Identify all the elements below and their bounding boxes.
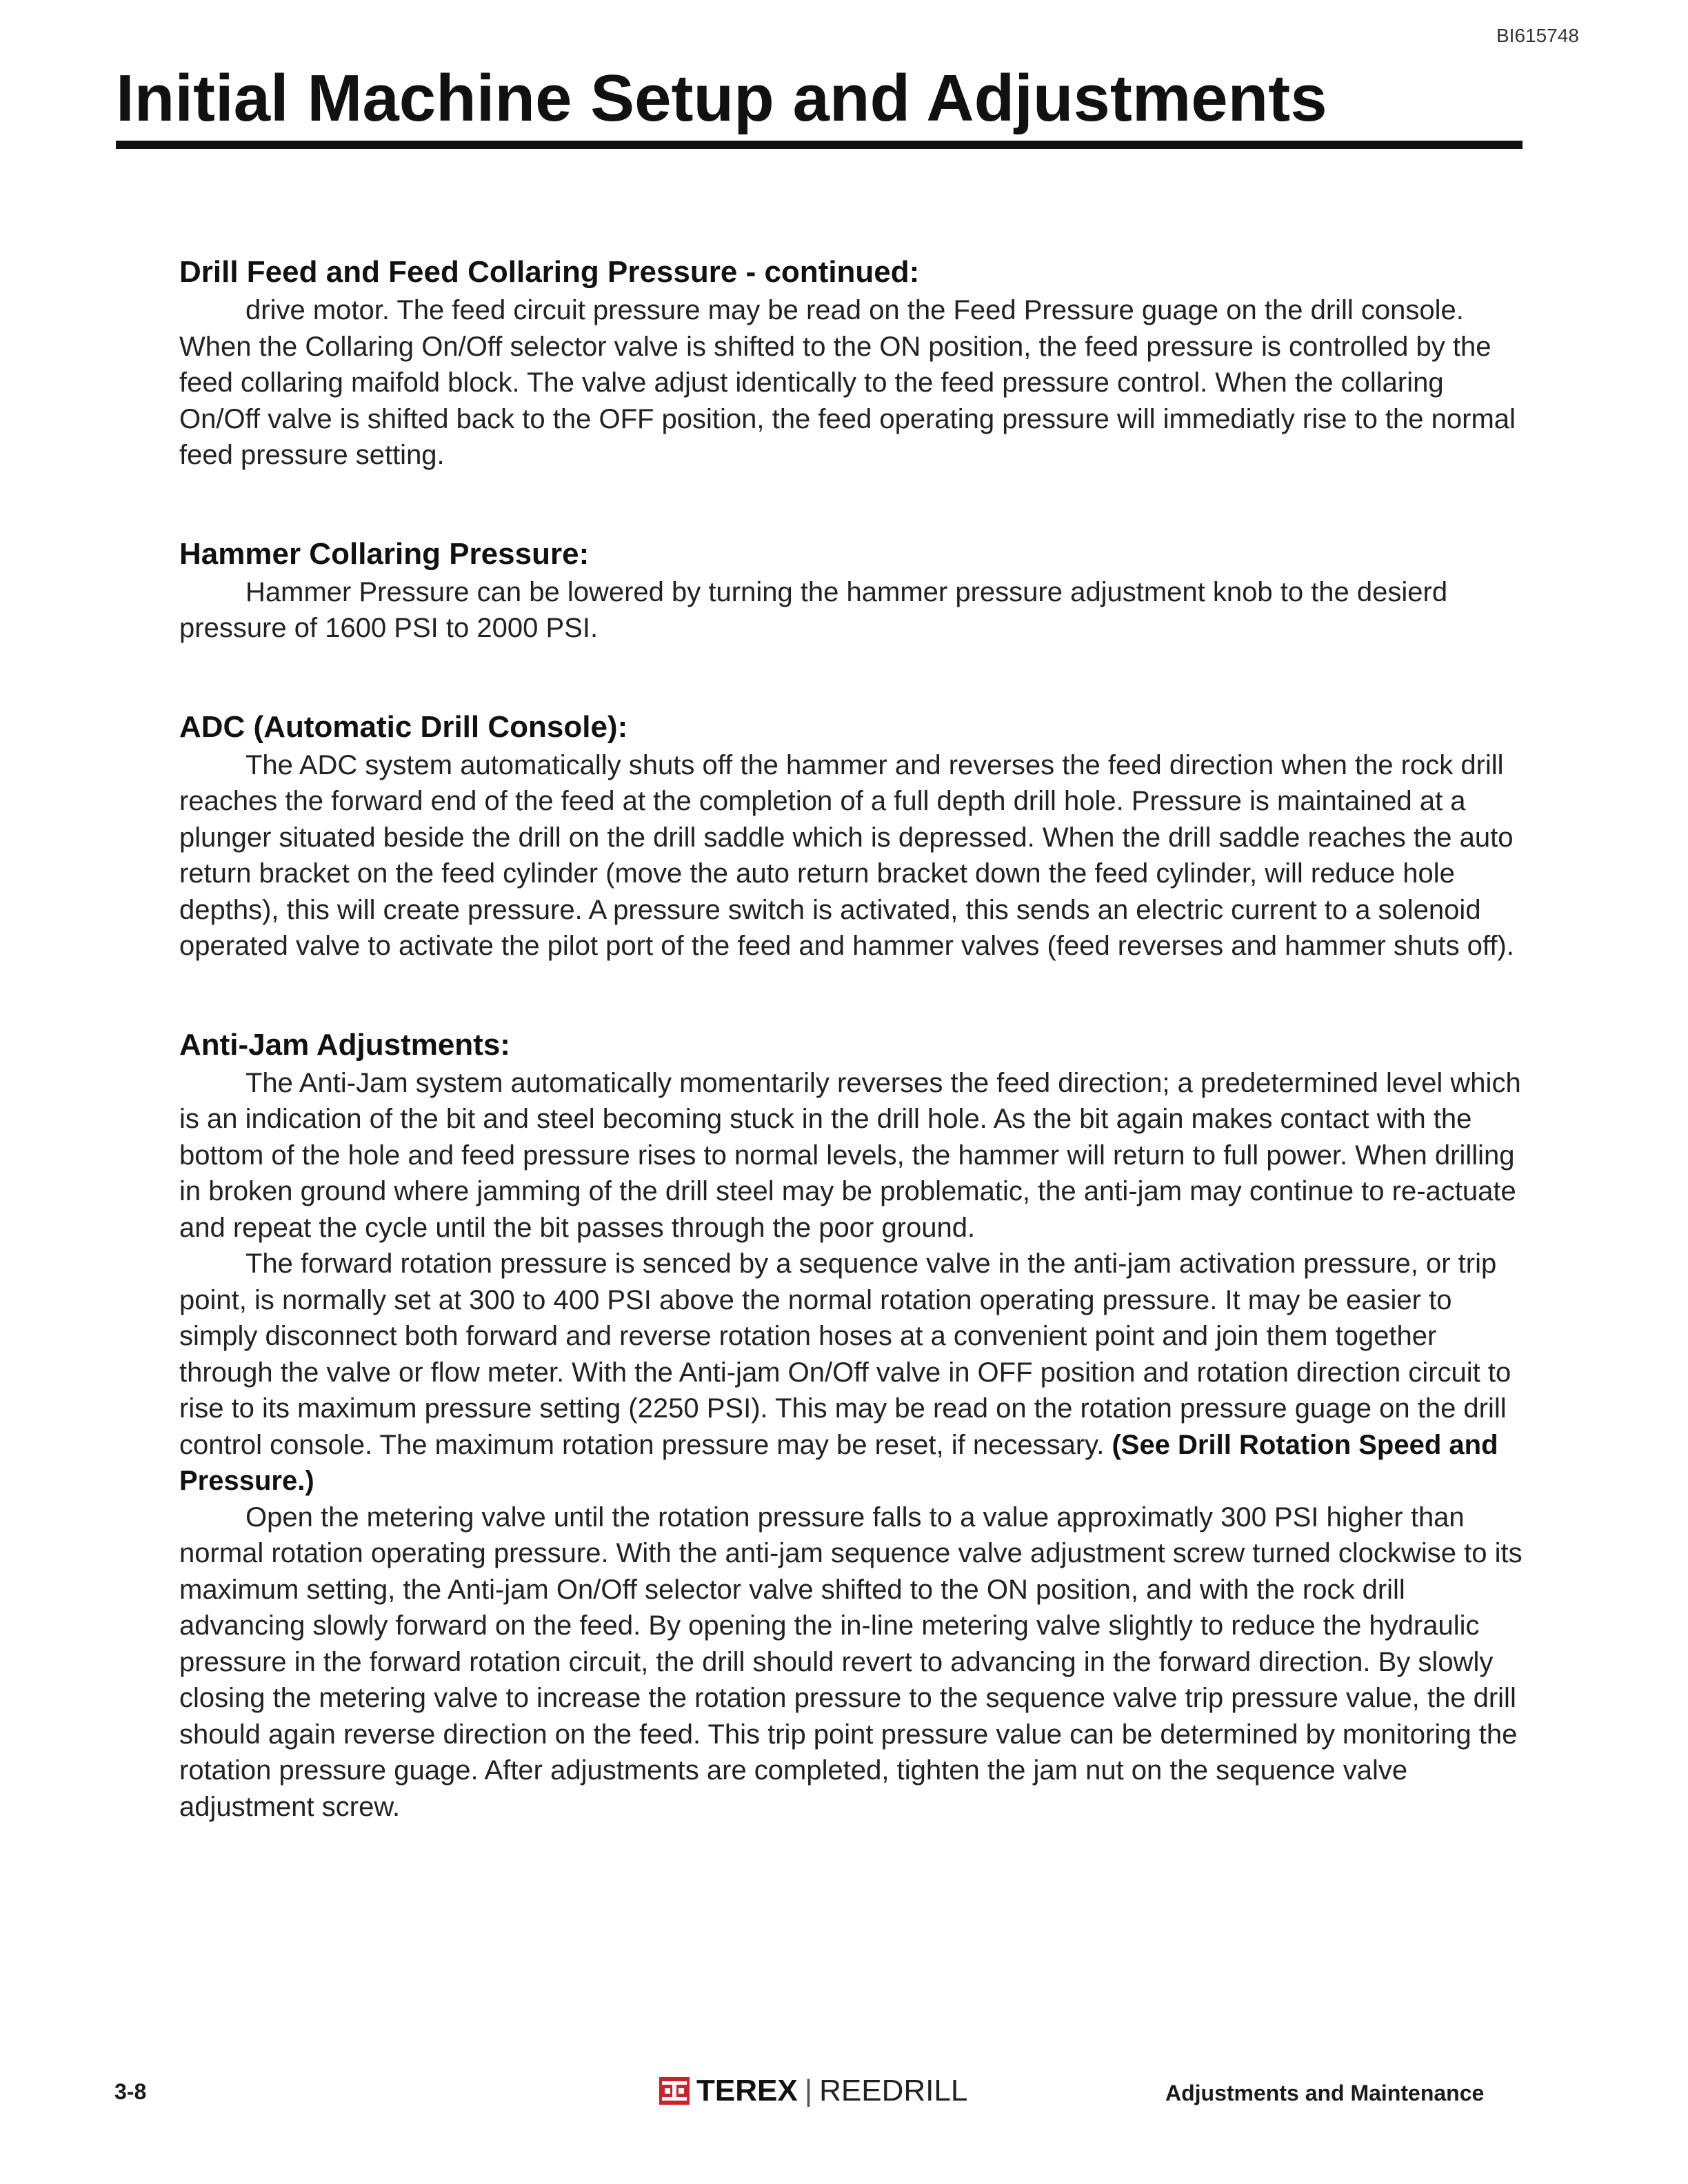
section-paragraph: drive motor. The feed circuit pressure may be read on the Feed Pressure guage on the drill console. When the Collaring On/Off selector valve is shifted to the ON position, the feed pressure is controlled by the feed collaring maifold block. The valve adjust identically to the feed pressure control. When the collaring On/Off valve is shifted back to the OFF position, the feed operating pressure will immediatly rise to the normal feed pressure setting. (179, 295, 1516, 470)
paragraph-text: The forward rotation pressure is senced by a sequence valve in the anti-jam activation pressure, or trip point, is normally set at 300 to 400 PSI above the normal rotation operating pressure. It may be easier to simply disconnect both forward and reverse rotation hoses at a convenient point and join them together through the valve or flow meter. With the Anti-jam On/Off valve in OFF position and rotation direction circuit to rise to its maximum pressure setting (2250 PSI). This may be read on the rotation pressure guage on the drill control console. The maximum rotation pressure may be reset, if necessary. (179, 1248, 1511, 1460)
main-content (179, 255, 1531, 1888)
section-adc (179, 710, 1531, 964)
footer-brand (659, 2074, 967, 2108)
page-number: 3-8 (114, 2079, 147, 2104)
brand-product: REEDRILL (819, 2074, 968, 2107)
document-id: BI615748 (1496, 25, 1579, 46)
terex-logo-icon (659, 2077, 690, 2105)
section-anti-jam (179, 1028, 1531, 1826)
section-heading: Drill Feed and Feed Collaring Pressure - continued: (179, 255, 920, 289)
cross-reference: (See Drill Rotation Speed and Pressure.) (179, 1429, 1498, 1496)
title-rule (116, 141, 1523, 149)
footer-section-name: Adjustments and Maintenance (1165, 2081, 1485, 2105)
page-title: Initial Machine Setup and Adjustments (116, 61, 1327, 135)
section-paragraph: The ADC system automatically shuts off the hammer and reverses the feed direction when the rock drill reaches the forward end of the feed at the completion of a full depth drill hole. Pressure is maintained at a plunger situated beside the drill on the drill saddle which is depressed. When the drill saddle reaches the auto return bracket on the feed cylinder (move the auto return bracket down the feed cylinder, will reduce hole depths), this will create pressure. A pressure switch is activated, this sends an electric current to a solenoid operated valve to activate the pilot port of the feed and hammer valves (feed reverses and hammer shuts off). (179, 749, 1514, 961)
section-heading: Hammer Collaring Pressure: (179, 536, 590, 571)
section-drill-feed (179, 255, 1531, 474)
section-paragraph: Hammer Pressure can be lowered by turning the hammer pressure adjustment knob to the desierd pressure of 1600 PSI to 2000 PSI. (179, 576, 1448, 643)
brand-separator: | (804, 2074, 813, 2107)
section-paragraph: Open the metering valve until the rotation pressure falls to a value approximatly 300 PSI higher than normal rotation operating pressure. With the anti-jam sequence valve adjustment screw turned clockwise to its maximum setting, the Anti-jam On/Off selector valve shifted to the ON position, and with the rock drill advancing slowly forward on the feed. By opening the in-line metering valve slightly to reduce the hydraulic pressure in the forward rotation circuit, the drill should revert to advancing in the forward direction. By slowly closing the metering valve to increase the rotation pressure to the sequence valve trip pressure value, the drill should again reverse direction on the feed. This trip point pressure value can be determined by monitoring the rotation pressure guage. After adjustments are completed, tighten the jam nut on the sequence valve adjustment screw. (179, 1502, 1523, 1822)
brand-name: TEREX (696, 2074, 798, 2107)
section-hammer-collaring (179, 537, 1531, 647)
section-paragraph: The Anti-Jam system automatically momentarily reverses the feed direction; a predetermined level which is an indication of the bit and steel becoming stuck in the drill hole. As the bit again makes contact with the bottom of the hole and feed pressure rises to normal levels, the hammer will return to full power. When drilling in broken ground where jamming of the drill steel may be problematic, the anti-jam may continue to re-actuate and repeat the cycle until the bit passes through the poor ground. (179, 1067, 1521, 1243)
section-heading: Anti-Jam Adjustments: (179, 1027, 510, 1062)
section-paragraph (179, 1246, 1531, 1499)
section-heading: ADC (Automatic Drill Console): (179, 709, 628, 744)
